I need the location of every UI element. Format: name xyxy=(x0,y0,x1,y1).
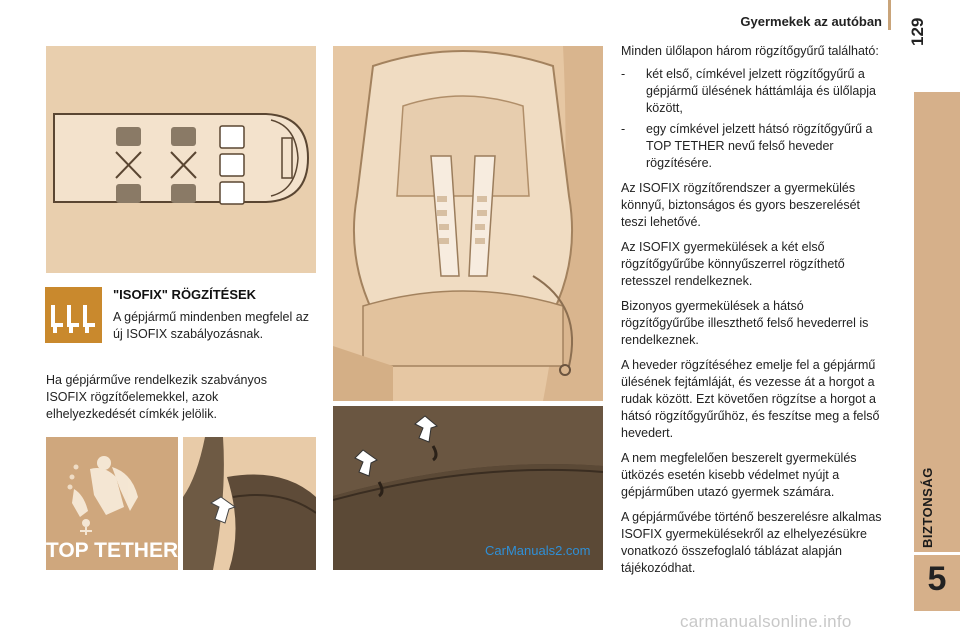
page-number: 129 xyxy=(908,17,927,46)
anchor-rings-lead: Minden ülőlapon három rögzítőgyűrű található: xyxy=(621,44,879,58)
paragraph: A nem megfelelően beszerelt gyermekülés ütközés esetén kisebb védelmet nyújt a gépjárműben utazó gyermek számára. xyxy=(621,451,857,499)
bullet-dash: - xyxy=(621,67,626,81)
site-watermark[interactable]: CarManuals2.com xyxy=(485,543,591,558)
bullet-dash: - xyxy=(621,122,626,136)
intro-paragraph: A gépjármű mindenben megfelel az új ISOFIX szabályozásnak. xyxy=(113,310,309,341)
paragraph: A heveder rögzítéséhez emelje fel a gépjármű ülésének fejtámláját, és vezesse át a horgot a rudak között. Ezt követően rögzítse a horgot a hátsó rögzítőgyűrűhöz, és feszítse meg a felső hevedert. xyxy=(621,358,880,440)
bullet-text: két első, címkével jelzett rögzítőgyűrű a gépjármű ülésének háttámlája és ülőlapja között, xyxy=(646,67,877,115)
seat-top-tether-illustration xyxy=(183,437,316,570)
list-item xyxy=(621,66,887,117)
paragraph: Az ISOFIX rögzítőrendszer a gyermekülés könnyű, biztonságos és gyors beszerelését teszi lehetővé. xyxy=(621,181,861,229)
top-tether-badge xyxy=(46,437,178,570)
paragraph: Az ISOFIX gyermekülések a két első rögzítőgyűrűbe könnyűszerrel rögzíthető retesszel rendelkeznek. xyxy=(621,240,845,288)
list-item xyxy=(621,121,887,172)
running-header: Gyermekek az autóban xyxy=(740,14,882,29)
header-rule xyxy=(888,0,891,30)
right-text-column xyxy=(621,43,887,585)
chapter-side-label: BIZTONSÁG xyxy=(920,467,935,548)
isofix-seats-icon xyxy=(45,287,102,343)
footer-watermark[interactable]: carmanualsonline.info xyxy=(680,612,852,631)
chapter-number: 5 xyxy=(927,560,947,598)
vehicle-top-view-illustration xyxy=(46,46,316,273)
bullet-text: egy címkével jelzett hátsó rögzítőgyűrű a TOP TETHER nevű felső heveder rögzítésére. xyxy=(646,122,873,170)
top-tether-text: TOP TETHER xyxy=(46,539,178,562)
section-heading: "ISOFIX" RÖGZÍTÉSEK xyxy=(113,287,257,302)
isofix-child-seat-illustration xyxy=(333,46,603,401)
paragraph: Bizonyos gyermekülések a hátsó rögzítőgyűrűbe illeszthető felső hevederrel is rendelkeznek. xyxy=(621,299,869,347)
paragraph: A gépjárművébe történő beszerelésre alkalmas ISOFIX gyermekülésekről az elhelyezésükre vonatkozó összefoglaló táblázat alapján tájékozódhat. xyxy=(621,510,882,575)
label-paragraph: Ha gépjárműve rendelkezik szabványos ISOFIX rögzítőelemekkel, azok elhelyezkedését címkék jelölik. xyxy=(46,373,267,421)
